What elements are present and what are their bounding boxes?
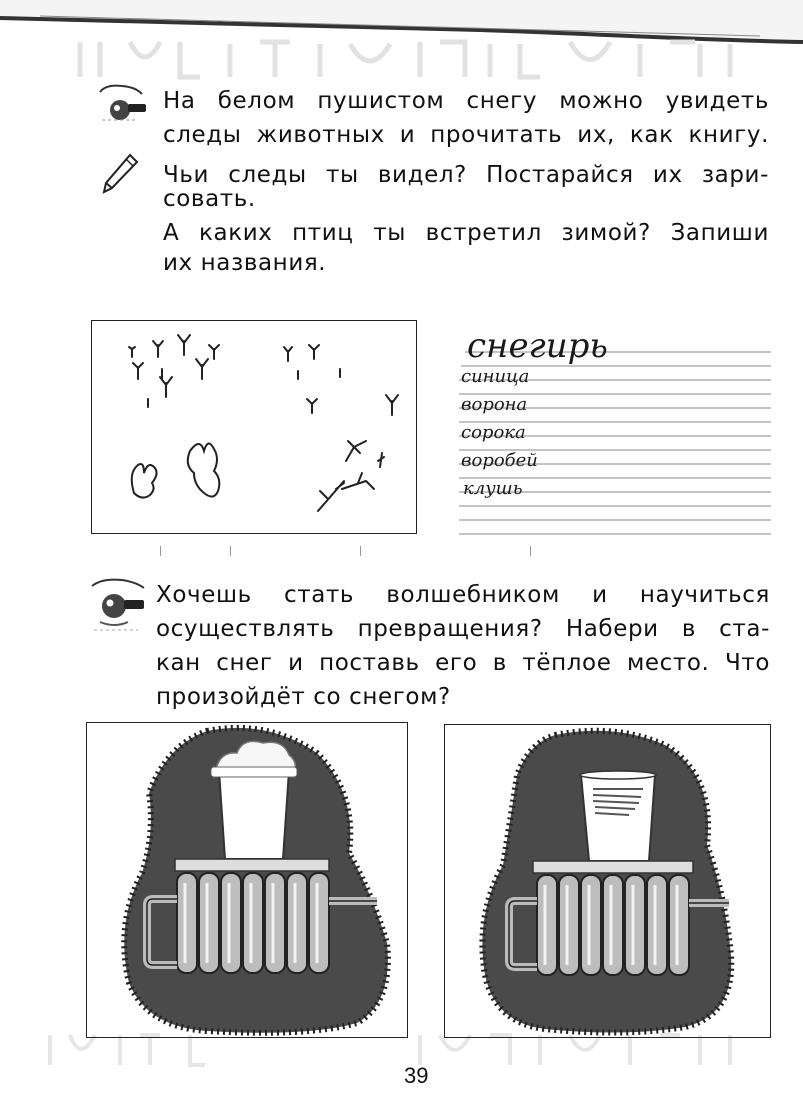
show-through-text [60, 32, 760, 92]
answer-word: воробей [461, 450, 538, 471]
illustration-water-glass [444, 724, 771, 1038]
task2-line: Хочешь стать волшебником и научиться [156, 582, 770, 608]
task2-text [156, 578, 770, 714]
task1-line: Чьи следы ты видел? Постарайся их зари- [163, 162, 769, 188]
task1-line: совать. [163, 186, 256, 212]
radiator-with-snow-glass [87, 723, 407, 1037]
task1-text [163, 84, 769, 288]
pencil-icon [100, 152, 140, 196]
task2-line: произойдёт со снегом? [156, 684, 451, 710]
answer-word: ворона [461, 394, 528, 415]
task2-line: кан снег и поставь его в тёплое место. Что [156, 650, 770, 676]
task1-line: их названия. [163, 250, 327, 276]
animal-tracks-drawing [92, 321, 416, 533]
page-number: 39 [404, 1063, 429, 1088]
answer-lines [455, 328, 773, 543]
task1-line: На белом пушистом снегу можно увидеть [163, 88, 769, 114]
task1-line: А каких птиц ты встретил зимой? Запиши [163, 220, 769, 246]
answer-word: синица [461, 366, 530, 387]
task1-line: следы животных и прочитать их, как книгу. [163, 122, 769, 148]
answer-word: клушь [463, 478, 523, 499]
answer-word: снегирь [467, 326, 608, 366]
crop-mark [530, 546, 531, 556]
crop-mark [230, 546, 231, 556]
drawing-area [91, 320, 417, 534]
observer-icon [88, 576, 150, 634]
crop-mark [160, 546, 161, 556]
answer-word: сорока [461, 422, 526, 443]
illustration-snow-glass [86, 722, 408, 1038]
radiator-with-water-glass [445, 725, 770, 1037]
task2-line: осуществлять превращения? Набери в ста- [156, 616, 770, 642]
observer-icon [96, 82, 152, 126]
crop-mark [360, 546, 361, 556]
